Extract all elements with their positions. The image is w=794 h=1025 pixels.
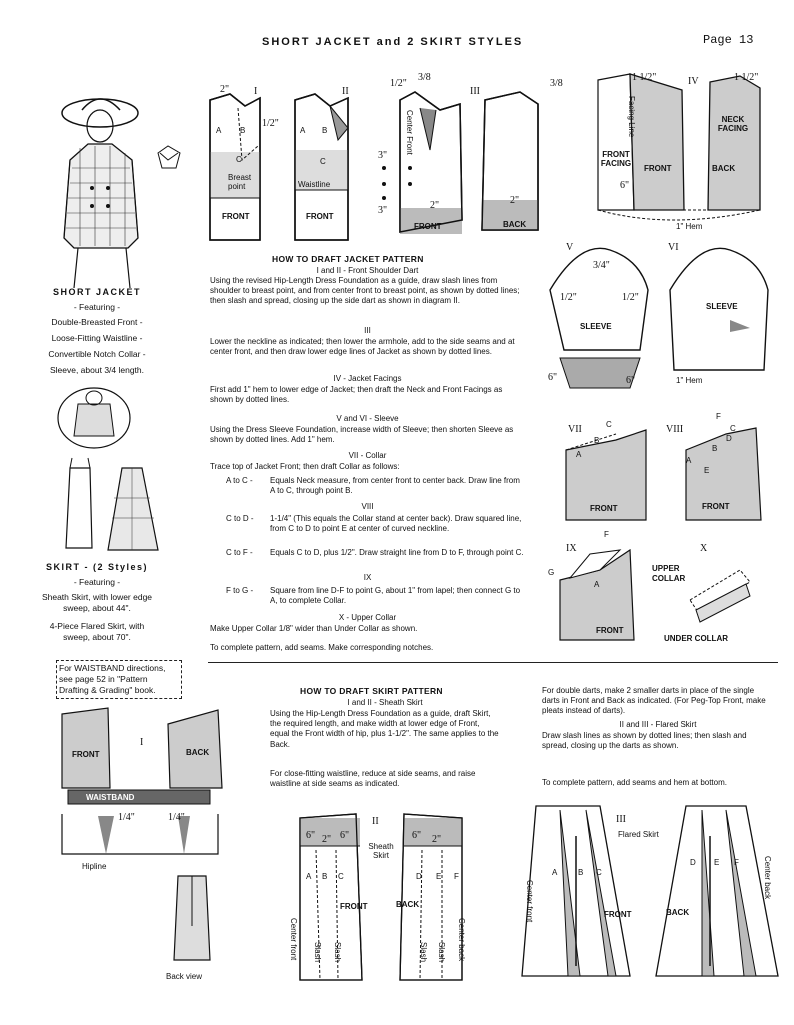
jacket-feature-2: Loose-Fitting Waistline -	[51, 333, 143, 343]
jacket-diagram-i-ii	[200, 80, 370, 250]
front-label-iv: FRONT	[644, 164, 672, 173]
point-a-vii: A	[576, 450, 582, 459]
upper-collar-label: UPPER COLLAR	[652, 564, 686, 583]
diagram-iv-6: 6"	[620, 180, 630, 191]
double-darts-note: For double darts, make 2 smaller darts in place of the single darts in Front and Back as indicated. (For Peg-Top Front, make pleats instead of darts).	[542, 686, 766, 716]
sleeve-label-vi: SLEEVE	[706, 302, 738, 311]
point-e-viii: E	[704, 466, 710, 475]
jacket-step-7-heading: IX	[363, 573, 372, 582]
jacket-step-4-heading: V and VI - Sleeve	[336, 414, 399, 423]
sheath-6-left: 6"	[306, 830, 316, 841]
skirt-illustrations	[52, 458, 162, 558]
diagram-iii-2: 2"	[430, 200, 440, 211]
back-label-iii: BACK	[503, 220, 527, 229]
skirt-instructions-heading: HOW TO DRAFT SKIRT PATTERN	[300, 686, 443, 696]
diagram-v-6-right: 6"	[626, 375, 636, 386]
sheath-2-left: 2"	[322, 834, 332, 845]
flared-skirt-diagram-iii	[516, 796, 786, 986]
a-to-c-text: Equals Neck measure, from center front to center back. Draw line from A to C, through point B.	[270, 476, 520, 496]
point-b-sheath: B	[322, 872, 328, 881]
back-view-label: Back view	[166, 972, 203, 981]
neck-facing-label: NECK FACING	[717, 115, 749, 133]
diagram-iv-hem: 1" Hem	[676, 222, 703, 231]
jacket-featuring: - Featuring -	[73, 302, 121, 312]
jacket-title: SHORT JACKET	[52, 287, 141, 297]
c-to-f-label: C to F -	[226, 548, 253, 557]
back-label-flared: BACK	[666, 908, 690, 917]
diagram-vii-label: VII	[568, 424, 582, 435]
point-e-sheath: E	[436, 872, 442, 881]
jacket-feature-3: Convertible Notch Collar -	[48, 349, 146, 359]
sheath-skirt-label: Sheath Skirt	[368, 842, 394, 860]
flared-skirt-label: Flared Skirt	[618, 830, 659, 839]
slash-label-4: Slash	[437, 942, 446, 963]
skirt-step-2-body: Draw slash lines as shown by dotted lines; then slash and spread, closing up the darts as shown.	[542, 731, 747, 751]
collar-diagram-vii-viii	[556, 420, 776, 530]
waistband-label: WAISTBAND	[86, 793, 135, 802]
facing-line-label: Facing Line	[627, 96, 636, 138]
center-front-sheath: Center front	[289, 918, 298, 961]
back-label-skirt-i: BACK	[186, 748, 210, 757]
jacket-step-1-heading: I and II - Front Shoulder Dart	[316, 266, 419, 275]
point-b-flared: B	[578, 868, 584, 877]
slash-label-2: Slash	[333, 942, 342, 963]
jacket-step-8-heading: X - Upper Collar	[338, 613, 397, 622]
breast-point-label: Breast point	[228, 173, 252, 191]
hipline-label: Hipline	[82, 862, 107, 871]
under-collar-label: UNDER COLLAR	[664, 634, 728, 643]
page-number: Page 13	[703, 33, 754, 47]
jacket-step-1-body: Using the revised Hip-Length Dress Foundation as a guide, draw slash lines from shoulder to breast point, and from center front to breast point, as shown by dotted lines; then slash and spread, closing up the side dart as shown in diagram II.	[210, 276, 520, 306]
front-label-vii: FRONT	[590, 504, 618, 513]
section-divider	[208, 662, 778, 663]
back-label-sheath: BACK	[396, 900, 420, 909]
front-label-viii: FRONT	[702, 502, 730, 511]
point-b-ii: B	[322, 126, 328, 135]
diagram-skirt-i-label: I	[140, 737, 144, 748]
jacket-step-5-intro: Trace top of Jacket Front; then draft Collar as follows:	[210, 462, 400, 471]
skirt-feature-1: Sheath Skirt, with lower edge sweep, about 44".	[41, 592, 153, 613]
skirt-step-1-note: For close-fitting waistline, reduce at side seams, and raise waistline at side seams as indicated.	[270, 769, 476, 789]
waistline-label: Waistline	[298, 180, 331, 189]
jacket-step-3-heading: IV - Jacket Facings	[333, 374, 402, 383]
diagram-v-3-4: 3/4"	[593, 260, 610, 271]
jacket-feature-1: Double-Breasted Front -	[51, 317, 143, 327]
point-g-ix: G	[548, 568, 555, 577]
front-facing-label: FRONT FACING	[600, 150, 632, 168]
point-f-ix: F	[604, 530, 609, 539]
diagram-iv-label: IV	[688, 76, 699, 87]
center-front-flared: Center front	[525, 880, 534, 923]
point-a-flared: A	[552, 868, 558, 877]
diagram-iii-measure: 1/2"	[390, 78, 407, 89]
diagram-iii-3-8: 3/8	[418, 72, 431, 83]
skirt-featuring: - Featuring -	[73, 577, 121, 587]
collar-diagram-ix-x	[550, 530, 780, 650]
diagram-v-half-right: 1/2"	[622, 292, 639, 303]
diagram-x-label: X	[700, 543, 708, 554]
front-label-ii: FRONT	[306, 212, 334, 221]
c-to-f-text: Equals C to D, plus 1/2". Draw straight line from D to F, through point C.	[270, 548, 524, 557]
flared-iii-label: III	[616, 814, 626, 825]
diagram-iii-label: III	[470, 86, 480, 97]
point-a-viii: A	[686, 456, 692, 465]
skirt-title: SKIRT - (2 Styles)	[45, 562, 148, 572]
diagram-viii-label: VIII	[666, 424, 684, 435]
skirt-i-quarter-right: 1/4"	[168, 812, 185, 823]
jacket-step-3-body: First add 1" hem to lower edge of Jacket; then draft the Neck and Front Facings as shown by dotted lines.	[210, 385, 503, 405]
f-to-g-text: Square from line D-F to point G, about 1" from lapel; then connect G to A, to complete Collar.	[270, 586, 521, 606]
a-to-c-label: A to C -	[226, 476, 253, 485]
back-label-iv: BACK	[712, 164, 736, 173]
point-a-ii: A	[300, 126, 306, 135]
center-front-label: Center Front	[405, 110, 414, 155]
slash-label-1: Slash	[313, 942, 322, 963]
diagram-iii-3: 3"	[378, 150, 388, 161]
point-e-flared: E	[714, 858, 720, 867]
diagram-vi-hem: 1" Hem	[676, 376, 703, 385]
point-f-sheath: F	[454, 872, 459, 881]
diagram-vi-label: VI	[668, 242, 679, 253]
diagram-i-half: 1/2"	[262, 118, 279, 129]
jacket-step-2-heading: III	[364, 326, 371, 335]
point-b-vii: B	[594, 436, 600, 445]
point-d-flared: D	[690, 858, 696, 867]
front-label-sheath: FRONT	[340, 902, 368, 911]
jacket-instructions-heading: HOW TO DRAFT JACKET PATTERN	[272, 254, 424, 264]
diagram-v-half-left: 1/2"	[560, 292, 577, 303]
diagram-ix-label: IX	[566, 543, 577, 554]
center-back-sheath: Center back	[457, 918, 466, 962]
point-f-viii: F	[716, 412, 721, 421]
diagram-iv-measure-left: 1 1/2"	[632, 72, 657, 83]
waistband-note: For WAISTBAND directions, see page 52 in "Pattern Drafting & Grading" book.	[56, 660, 182, 699]
point-d-viii: D	[726, 434, 732, 443]
jacket-step-2-body: Lower the neckline as indicated; then lower the armhole, add to the side seams and at center front, and then draw lower edge lines of Jacket as shown by dotted lines.	[210, 337, 515, 357]
jacket-step-5-heading: VII - Collar	[348, 451, 387, 460]
skirt-closing: To complete pattern, add seams and hem at bottom.	[542, 778, 727, 787]
skirt-feature-2: 4-Piece Flared Skirt, with sweep, about 70".	[49, 621, 145, 642]
skirt-step-1-heading: I and II - Sheath Skirt	[347, 698, 423, 707]
point-f-flared: F	[734, 858, 739, 867]
page-title: SHORT JACKET and 2 SKIRT STYLES	[262, 36, 524, 48]
point-b-viii: B	[712, 444, 718, 453]
sheath-2-back: 2"	[432, 834, 442, 845]
slash-label-3: Slash	[419, 942, 428, 963]
diagram-iii-3-8-back: 3/8	[550, 78, 563, 89]
sleeve-label-v: SLEEVE	[580, 322, 612, 331]
skirt-step-1-body: Using the Hip-Length Dress Foundation as a guide, draft Skirt, the required length, and make width at lower edge of Front, equal the Front width of hip, plus 1-1/2". The same applies to the Back.	[270, 709, 499, 749]
jacket-closing: To complete pattern, add seams. Make corresponding notches.	[210, 643, 434, 652]
point-a: A	[216, 126, 222, 135]
skirt-step-2-heading: II and III - Flared Skirt	[619, 720, 697, 729]
diagram-iii-3-lower: 3"	[378, 205, 388, 216]
jacket-back-illustration	[56, 386, 132, 450]
jacket-step-6-heading: VIII	[361, 502, 374, 511]
sleeve-diagram-v-vi	[540, 240, 780, 390]
skirt-i-quarter-left: 1/4"	[118, 812, 135, 823]
jacket-illustration	[40, 88, 190, 288]
diagram-ii-label: II	[342, 86, 349, 97]
front-label-skirt-i: FRONT	[72, 750, 100, 759]
skirt-diagram-i	[58, 704, 234, 884]
point-b: B	[240, 126, 246, 135]
jacket-feature-4: Sleeve, about 3/4 length.	[49, 365, 145, 375]
back-view-illustration	[162, 866, 222, 970]
diagram-v-6-left: 6"	[548, 372, 558, 383]
sheath-6-mid: 6"	[340, 830, 350, 841]
c-to-d-label: C to D -	[226, 514, 254, 523]
point-a-sheath: A	[306, 872, 312, 881]
point-c-flared: C	[596, 868, 602, 877]
center-back-flared: Center back	[763, 856, 772, 900]
diagram-i-label: I	[254, 86, 258, 97]
diagram-v-label: V	[566, 242, 574, 253]
diagram-i-measure: 2"	[220, 84, 230, 95]
diagram-iii-2-back: 2"	[510, 195, 520, 206]
front-label-flared: FRONT	[604, 910, 632, 919]
point-c: C	[236, 155, 242, 164]
sheath-ii-label: II	[372, 816, 379, 827]
front-label-ix: FRONT	[596, 626, 624, 635]
sheath-6-back: 6"	[412, 830, 422, 841]
front-label-i: FRONT	[222, 212, 250, 221]
f-to-g-label: F to G -	[226, 586, 254, 595]
point-c-viii: C	[730, 424, 736, 433]
jacket-step-8-body: Make Upper Collar 1/8" wider than Under Collar as shown.	[210, 624, 418, 633]
front-label-iii: FRONT	[414, 222, 442, 231]
jacket-step-4-body: Using the Dress Sleeve Foundation, increase width of Sleeve; then shorten Sleeve as shown by dotted lines. Add 1" hem.	[210, 425, 514, 445]
point-d-sheath: D	[416, 872, 422, 881]
c-to-d-text: 1-1/4" (This equals the Collar stand at center back). Draw squared line, from C to D to point E at center of curved neckline.	[270, 514, 522, 534]
point-c-sheath: C	[338, 872, 344, 881]
point-a-ix: A	[594, 580, 600, 589]
point-c-ii: C	[320, 157, 326, 166]
diagram-iv-measure-right: 1 1/2"	[734, 72, 759, 83]
point-c-vii: C	[606, 420, 612, 429]
